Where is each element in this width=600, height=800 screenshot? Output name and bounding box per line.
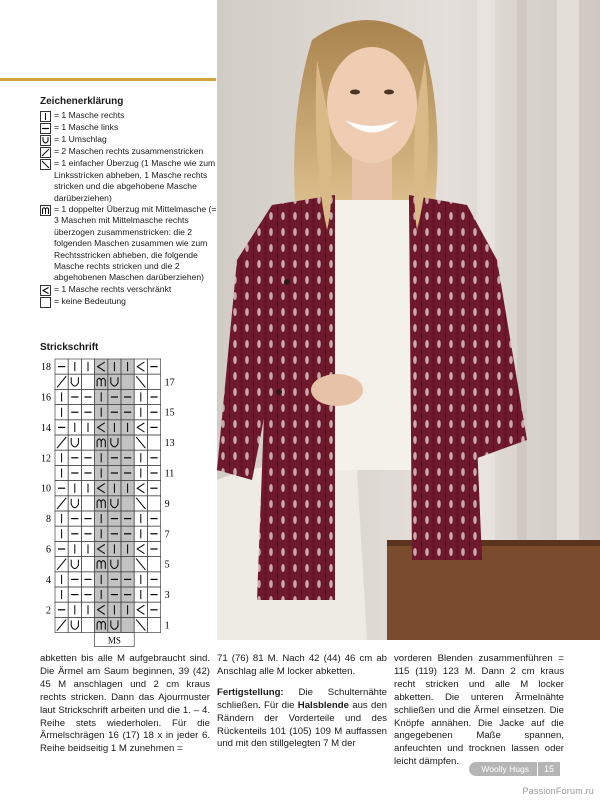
chart-cell xyxy=(68,617,81,632)
row-label-right: 13 xyxy=(164,438,175,450)
legend-item: = 1 Umschlag xyxy=(40,134,218,146)
chart-cell xyxy=(147,374,160,389)
knit-stitch-icon xyxy=(40,111,51,122)
chart-title: Strickschrift xyxy=(40,342,99,353)
row-label-right: 7 xyxy=(164,529,170,541)
row-label-right: 17 xyxy=(164,377,175,389)
row-label-left: 4 xyxy=(46,574,51,586)
chart-cell xyxy=(147,496,160,511)
chart-cell xyxy=(68,557,81,572)
twisted-knit-symbol xyxy=(137,484,144,493)
ssk-symbol xyxy=(136,619,145,630)
watermark: PassionForum.ru xyxy=(522,786,594,796)
row-label-right: 3 xyxy=(164,590,170,602)
twisted-knit-icon xyxy=(40,285,51,296)
legend-title: Zeichenerklärung xyxy=(40,96,124,107)
chart-cell xyxy=(134,359,147,374)
row-label-right: 15 xyxy=(164,407,175,419)
legend-item: = 1 Masche links xyxy=(40,122,218,134)
k2tog-symbol xyxy=(57,559,66,570)
ssk-icon xyxy=(40,159,51,170)
chart-cell xyxy=(147,557,160,572)
ms-label: MS xyxy=(107,635,121,646)
article-column-1: abketten bis alle M aufgebraucht sind. Die Ärmel am Saum beginnen, 39 (42) 45 M anschlagen und 2 cm kraus rechts stricken. Dann das Ajourmuster laut Strickschrift arbeiten und die 1. – 4. Reihe stets wiederholen. Für die Ärmelschrägen 16 (17) 18 x in jeder 6. Reihe beidseitig 1 M zunehmen = xyxy=(40,653,210,755)
row-label-right: 5 xyxy=(164,559,170,571)
row-label-left: 16 xyxy=(41,392,51,404)
k2tog-icon xyxy=(40,147,51,158)
chart-cell xyxy=(147,435,160,450)
article-column-3: vorderen Blenden zusammenführen = 115 (119) 123 M. Dann 2 cm kraus recht stricken und alle M locker abketten. Die unteren Ärmelnähte schließen und die Ärmel einsetzen. Die Knöpfe annähen. Die Jacke auf die angegebenen Maße spannen, anfeuchten und trocknen lassen oder leicht dämpfen. xyxy=(394,653,564,768)
row-label-right: 11 xyxy=(164,468,175,480)
legend-item: = 2 Maschen rechts zusammenstricken xyxy=(40,146,218,158)
halsblende-term: Halsblende xyxy=(297,699,349,711)
yarn-over-symbol xyxy=(71,560,78,569)
model-photo xyxy=(217,0,600,640)
yarn-over-symbol xyxy=(71,499,78,508)
row-label-left: 12 xyxy=(41,453,51,465)
k2tog-symbol xyxy=(57,498,66,509)
legend-item: = 1 Masche rechts verschränkt xyxy=(40,284,218,296)
chart-cell xyxy=(81,435,94,450)
row-label-right: 9 xyxy=(164,498,170,510)
gold-accent-rule xyxy=(0,78,216,81)
ssk-symbol xyxy=(136,498,145,509)
purl-stitch-icon xyxy=(40,123,51,134)
twisted-knit-symbol xyxy=(137,605,144,614)
page-footer xyxy=(469,762,560,776)
yarn-over-symbol xyxy=(71,438,78,447)
chart-cell xyxy=(134,602,147,617)
yarn-over-symbol xyxy=(71,377,78,386)
chart-cell xyxy=(134,541,147,556)
k2tog-symbol xyxy=(57,619,66,630)
chart-cell xyxy=(81,374,94,389)
chart-cell xyxy=(68,435,81,450)
k2tog-symbol xyxy=(57,376,66,387)
legend-item: = 1 einfacher Überzug (1 Masche wie zum Linksstricken abheben, 1 Masche rechts stricken und die abgehobene Masche darüberziehen) xyxy=(40,158,218,204)
chart-cell xyxy=(68,374,81,389)
legend-item: = 1 doppelter Überzug mit Mittelmasche (= 3 Maschen mit Mittelmasche rechts überzogen zusammenstricken: die 2 folgenden Maschen zusammen wie zum Rechtsstricken abheben, die folgende Masche rechts stricken und die 2 abgehobenen Maschen darüberziehen) xyxy=(40,204,218,284)
chart-cell xyxy=(81,496,94,511)
row-label-left: 2 xyxy=(46,605,51,617)
knitting-chart xyxy=(0,356,216,656)
knitting-chart-grid xyxy=(0,356,216,656)
ssk-symbol xyxy=(136,559,145,570)
ssk-symbol xyxy=(136,376,145,387)
no-stitch-icon xyxy=(40,297,51,308)
chart-cell xyxy=(81,557,94,572)
fertigstellung-heading: Fertigstellung: xyxy=(217,686,284,698)
chart-cell xyxy=(81,617,94,632)
row-label-left: 8 xyxy=(46,514,51,526)
magazine-name: Woolly Hugs xyxy=(469,762,537,776)
legend-item: = 1 Masche rechts xyxy=(40,110,218,122)
double-decrease-icon xyxy=(40,205,51,216)
chart-cell xyxy=(134,481,147,496)
twisted-knit-symbol xyxy=(137,423,144,432)
k2tog-symbol xyxy=(57,437,66,448)
legend-item: = keine Bedeutung xyxy=(40,296,218,308)
twisted-knit-symbol xyxy=(137,362,144,371)
row-label-right: 1 xyxy=(164,620,170,632)
yarn-over-symbol xyxy=(71,620,78,629)
row-label-left: 18 xyxy=(41,362,51,374)
chart-cell xyxy=(134,420,147,435)
cardigan-model-image xyxy=(217,0,600,640)
chart-cell xyxy=(68,496,81,511)
symbol-legend xyxy=(40,96,218,308)
yarn-over-icon xyxy=(40,135,51,146)
row-label-left: 14 xyxy=(41,422,51,434)
chart-cell xyxy=(147,617,160,632)
row-label-left: 10 xyxy=(41,483,51,495)
page-number: 15 xyxy=(538,762,560,776)
row-label-left: 6 xyxy=(46,544,51,556)
twisted-knit-symbol xyxy=(137,544,144,553)
article-column-2: 71 (76) 81 M. Nach 42 (44) 46 cm ab Anschlag alle M locker abketten. Fertigstellung: Die Schulternähte schließen. Für die Halsblende aus den Rändern der Vorderteile und des Rückenteils 101 (105) 109 M auffassen und mit den stillgelegten 7 M der xyxy=(217,653,387,750)
ssk-symbol xyxy=(136,437,145,448)
